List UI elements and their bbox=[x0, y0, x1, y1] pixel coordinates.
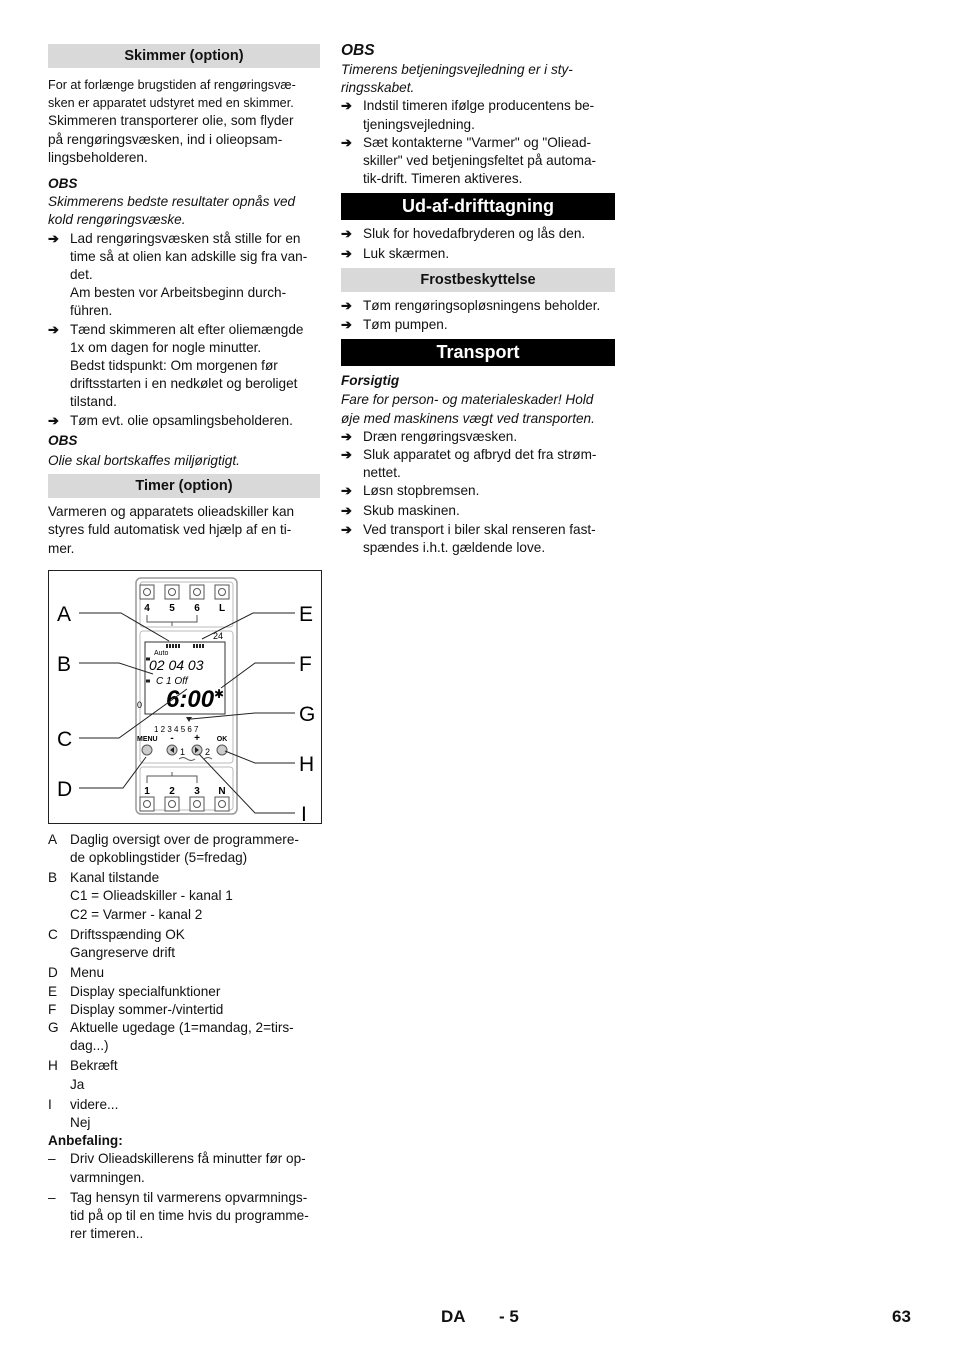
legend-key: A bbox=[48, 831, 58, 847]
text-line: Menu bbox=[70, 965, 105, 981]
legend-key: E bbox=[48, 983, 58, 999]
legend-list bbox=[48, 831, 320, 1132]
legend-item bbox=[48, 983, 320, 1001]
legend-key: F bbox=[48, 1001, 57, 1017]
dash-bullet: – bbox=[48, 1189, 56, 1205]
left-column bbox=[48, 44, 320, 1243]
text-line: Display specialfunktioner bbox=[70, 983, 221, 999]
recommend-label: Anbefaling: bbox=[48, 1133, 123, 1149]
text-line: ➔ Indstil timeren ifølge producentens be- bbox=[363, 98, 595, 114]
text-line: ➔ Dræn rengøringsvæsken. bbox=[363, 428, 518, 444]
bottom-key-label: 3 bbox=[194, 785, 200, 797]
text-line: dag...) bbox=[70, 1038, 109, 1054]
top-key-label: 5 bbox=[169, 602, 175, 614]
lcd-date: 02 04 03 bbox=[149, 656, 204, 673]
callout-d: D bbox=[57, 777, 73, 801]
text-line: tid på op til en time hvis du programme- bbox=[70, 1207, 309, 1223]
key-icon bbox=[140, 797, 154, 811]
channel-1-label: 1 bbox=[180, 746, 186, 757]
obs-label: OBS bbox=[341, 42, 375, 59]
bottom-key-label: N bbox=[218, 785, 226, 797]
text-line: Bedst tidspunkt: Om morgenen før bbox=[70, 358, 278, 374]
legend-key: C bbox=[48, 926, 58, 942]
transport-heading: Transport bbox=[341, 339, 615, 366]
bottom-key-label: 1 bbox=[144, 785, 150, 797]
key-icon bbox=[215, 585, 229, 599]
text-line: styres fuld automatisk ved hjælp af en ti- bbox=[48, 522, 292, 538]
legend-item bbox=[48, 926, 320, 962]
text-line: ➔ Tænd skimmeren alt efter oliemængde bbox=[70, 321, 304, 337]
text-line: ➔ Lad rengøringsvæsken stå stille for en bbox=[70, 230, 301, 246]
legend-item bbox=[48, 1096, 320, 1132]
text-line: 1x om dagen for nogle minutter. bbox=[70, 339, 262, 355]
top-key-label: 6 bbox=[194, 602, 200, 614]
text-line: det. bbox=[70, 267, 93, 283]
legend-key: I bbox=[48, 1096, 52, 1112]
text-line: ➔ Tøm evt. olie opsamlingsbeholderen. bbox=[70, 412, 293, 428]
text-line: spændes i.h.t. gældende love. bbox=[363, 540, 546, 556]
text-line: führen. bbox=[70, 303, 113, 319]
legend-item bbox=[48, 964, 320, 982]
callout-b: B bbox=[57, 652, 72, 676]
text-line: Kanal tilstande bbox=[70, 870, 160, 886]
text-line: tilstand. bbox=[70, 394, 117, 410]
obs-text: Timerens betjeningsvejledning er i sty- bbox=[341, 62, 573, 77]
lcd-24: 24 bbox=[213, 630, 224, 641]
text-line: på rengøringsvæsken, ind i olieopsam- bbox=[48, 131, 283, 147]
sun-icon: ✱ bbox=[214, 686, 225, 701]
text-line: Bekræft bbox=[70, 1058, 118, 1074]
text-line: rer timeren.. bbox=[70, 1226, 144, 1242]
skimmer-intro bbox=[48, 76, 320, 167]
step-item bbox=[341, 297, 615, 315]
dash-bullet: – bbox=[48, 1151, 56, 1167]
decommission-heading: Ud-af-drifttagning bbox=[341, 193, 615, 220]
menu-button bbox=[142, 745, 152, 755]
text-line: videre... bbox=[70, 1096, 119, 1112]
step-note bbox=[48, 284, 320, 320]
obs-text: ringsskabet. bbox=[341, 80, 415, 96]
text-line: ➔ Sluk apparatet og afbryd det fra strøm- bbox=[363, 447, 597, 463]
step-item bbox=[341, 428, 615, 446]
timer-diagram-svg bbox=[49, 571, 321, 823]
obs-label: OBS bbox=[48, 176, 78, 192]
text-line: ➔ Sluk for hovedafbryderen og lås den. bbox=[363, 226, 586, 242]
text-line: ➔ Ved transport i biler skal renseren fast- bbox=[363, 521, 596, 537]
ok-button bbox=[217, 745, 227, 755]
lcd-auto: Auto bbox=[154, 649, 169, 657]
text-line: varmningen. bbox=[70, 1169, 145, 1185]
step-item bbox=[341, 134, 615, 189]
legend-key: H bbox=[48, 1058, 58, 1074]
legend-item bbox=[48, 869, 320, 924]
timer-heading: Timer (option) bbox=[48, 474, 320, 498]
text-line: sken er apparatet udstyret med en skimmer. bbox=[48, 96, 294, 111]
text-line: de opkoblingstider (5=fredag) bbox=[70, 850, 248, 866]
text-line: mer. bbox=[48, 540, 75, 556]
right-column bbox=[341, 44, 615, 557]
key-icon bbox=[190, 585, 204, 599]
callout-f: F bbox=[299, 652, 312, 676]
legend-key: D bbox=[48, 965, 58, 981]
frost-heading: Frostbeskyttelse bbox=[341, 268, 615, 292]
recommend-item bbox=[48, 1189, 320, 1244]
legend-key: G bbox=[48, 1019, 59, 1035]
channel-2-label: 2 bbox=[205, 746, 211, 757]
key-icon bbox=[215, 797, 229, 811]
text-line: ➔ Luk skærmen. bbox=[363, 245, 450, 261]
text-line: Ja bbox=[70, 1076, 85, 1092]
step-note bbox=[48, 357, 320, 412]
step-item bbox=[341, 225, 615, 243]
text-line: Tag hensyn til varmerens opvarmnings- bbox=[70, 1189, 308, 1205]
footer-page-number: 63 bbox=[892, 1307, 911, 1326]
key-icon bbox=[165, 797, 179, 811]
bottom-key-label: 2 bbox=[169, 785, 175, 797]
callout-e: E bbox=[299, 602, 314, 626]
text-line: ➔ Tøm rengøringsopløsningens beholder. bbox=[363, 297, 601, 313]
text-line: Gangreserve drift bbox=[70, 945, 176, 961]
text-line: ➔ Tøm pumpen. bbox=[363, 317, 448, 333]
top-key-label: 4 bbox=[144, 602, 150, 614]
step-item bbox=[48, 321, 320, 357]
legend-item bbox=[48, 1001, 320, 1019]
step-item bbox=[341, 97, 615, 133]
timer-diagram bbox=[48, 570, 322, 824]
step-item bbox=[341, 316, 615, 334]
callout-c: C bbox=[57, 727, 73, 751]
footer-language: DA bbox=[441, 1307, 466, 1326]
text-line: C2 = Varmer - kanal 2 bbox=[70, 906, 203, 922]
obs-label: OBS bbox=[48, 432, 78, 448]
text-line: Aktuelle ugedage (1=mandag, 2=tirs- bbox=[70, 1019, 294, 1035]
obs-text: Skimmerens bedste resultater opnås ved bbox=[48, 194, 296, 210]
menu-label: MENU bbox=[137, 735, 158, 743]
text-line: Nej bbox=[70, 1114, 91, 1130]
callout-h: H bbox=[299, 752, 315, 776]
text-line: Daglig oversigt over de programmere- bbox=[70, 831, 299, 847]
step-item bbox=[341, 446, 615, 482]
text-line: ➔ Løsn stopbremsen. bbox=[363, 483, 480, 499]
callout-a: A bbox=[57, 602, 72, 626]
ok-label: OK bbox=[216, 735, 228, 743]
caution-text: øje med maskinens vægt ved transporten. bbox=[341, 410, 595, 426]
plus-label: + bbox=[194, 732, 200, 744]
legend-item bbox=[48, 1057, 320, 1093]
step-item bbox=[341, 245, 615, 263]
lcd-0: 0 bbox=[137, 699, 143, 710]
text-line: time så at olien kan adskille sig fra van- bbox=[70, 248, 308, 264]
step-item bbox=[48, 412, 320, 430]
legend-item bbox=[48, 1019, 320, 1055]
text-line: C1 = Olieadskiller - kanal 1 bbox=[70, 888, 233, 904]
obs-text: Olie skal bortskaffes miljørigtigt. bbox=[48, 453, 240, 469]
lcd-channel: C 1 Off bbox=[156, 675, 188, 687]
legend-key: B bbox=[48, 870, 58, 886]
text-line: tik-drift. Timeren aktiveres. bbox=[363, 171, 523, 187]
footer-section-page: - 5 bbox=[499, 1307, 519, 1326]
step-item bbox=[48, 230, 320, 285]
legend-item bbox=[48, 831, 320, 867]
key-icon bbox=[165, 585, 179, 599]
key-icon bbox=[140, 585, 154, 599]
text-line: Varmeren og apparatets olieadskiller kan bbox=[48, 504, 295, 520]
top-key-label: L bbox=[218, 602, 226, 614]
text-line: ➔ Skub maskinen. bbox=[363, 502, 460, 518]
caution-text: Fare for person- og materialeskader! Hold bbox=[341, 392, 594, 408]
callout-i: I bbox=[301, 802, 307, 823]
caution-label: Forsigtig bbox=[341, 373, 400, 389]
minus-label: - bbox=[170, 732, 174, 744]
text-line: Skimmeren transporterer olie, som flyder bbox=[48, 113, 294, 129]
skimmer-heading: Skimmer (option) bbox=[48, 44, 320, 68]
text-line: Driftsspænding OK bbox=[70, 926, 185, 942]
text-line: For at forlænge brugstiden af rengøringsvæ- bbox=[48, 78, 296, 92]
lcd-time: 6:00 bbox=[166, 685, 215, 713]
lcd-days: 1 2 3 4 5 6 7 bbox=[154, 724, 199, 734]
text-line: nettet. bbox=[363, 465, 401, 481]
step-item bbox=[341, 482, 615, 500]
text-line: Driv Olieadskillerens få minutter før op- bbox=[70, 1151, 306, 1167]
text-line: Am besten vor Arbeitsbeginn durch- bbox=[70, 285, 287, 301]
step-item bbox=[341, 521, 615, 557]
key-icon bbox=[190, 797, 204, 811]
callout-g: G bbox=[299, 702, 316, 726]
text-line: tjeningsvejledning. bbox=[363, 116, 475, 132]
recommend-item bbox=[48, 1150, 320, 1186]
text-line: ➔ Sæt kontakterne "Varmer" og "Oliead- bbox=[363, 134, 592, 150]
obs-text: kold rengøringsvæske. bbox=[48, 212, 186, 228]
text-line: skiller" ved betjeningsfeltet på automa- bbox=[363, 153, 597, 169]
text-line: Display sommer-/vintertid bbox=[70, 1001, 224, 1017]
step-item bbox=[341, 502, 615, 520]
text-line: driftsstarten i en nedkølet og beroliget bbox=[70, 376, 298, 392]
text-line: lingsbeholderen. bbox=[48, 149, 148, 165]
